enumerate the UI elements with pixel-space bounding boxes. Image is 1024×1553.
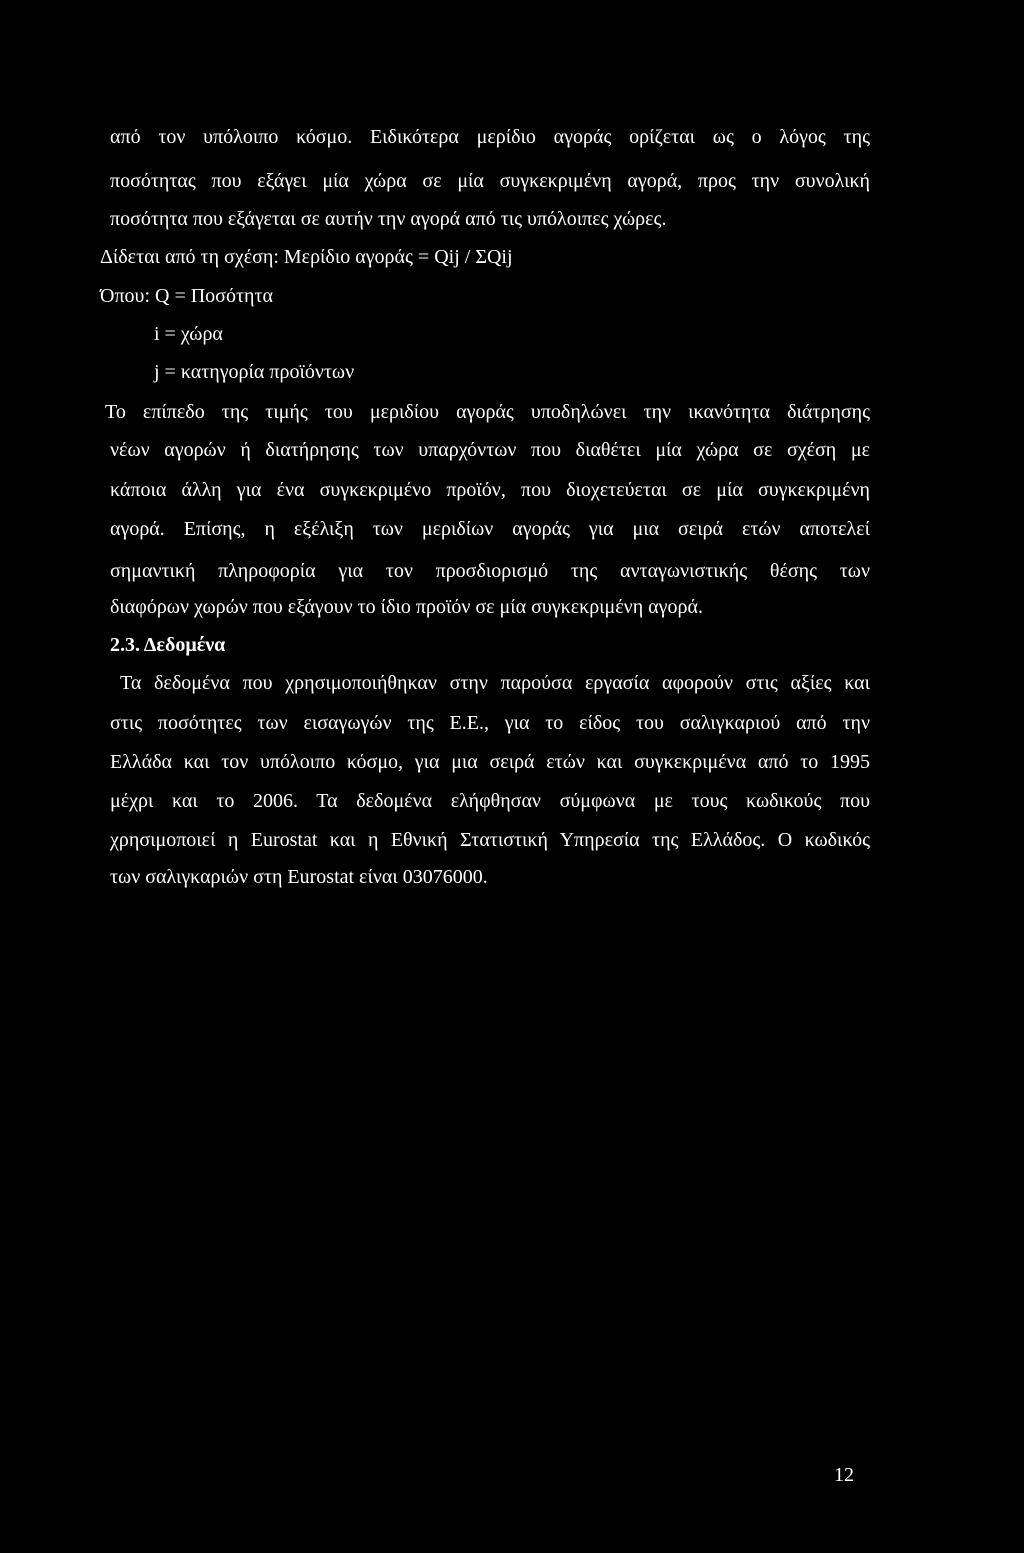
paragraph-line: των σαλιγκαριών στη Eurostat είναι 03076000. [110, 866, 488, 888]
paragraph-line: Ελλάδα και τον υπόλοιπο κόσμο, για μια σειρά ετών και συγκεκριμένα από το 1995 [110, 751, 870, 773]
formula-where-j: j = κατηγορία προϊόντων [154, 361, 355, 383]
paragraph-line: σημαντική πληροφορία για τον προσδιορισμό της ανταγωνιστικής θέσης των [110, 560, 870, 582]
paragraph-line: αγορά. Επίσης, η εξέλιξη των μεριδίων αγοράς για μια σειρά ετών αποτελεί [110, 518, 870, 540]
paragraph-line: Τα δεδομένα που χρησιμοποιήθηκαν στην παρούσα εργασία αφορούν στις αξίες και [120, 672, 870, 694]
section-heading: 2.3. Δεδομένα [110, 634, 226, 656]
paragraph-line: ποσότητα που εξάγεται σε αυτήν την αγορά από τις υπόλοιπες χώρες. [110, 208, 667, 230]
page-number: 12 [834, 1464, 854, 1486]
paragraph-line: διαφόρων χωρών που εξάγουν το ίδιο προϊόν σε μία συγκεκριμένη αγορά. [110, 596, 703, 618]
formula-where-i: i = χώρα [154, 323, 223, 345]
paragraph-line: ποσότητας που εξάγει μία χώρα σε μία συγκεκριμένη αγορά, προς την συνολική [110, 170, 870, 192]
paragraph-line: Το επίπεδο της τιμής του μεριδίου αγοράς υποδηλώνει την ικανότητα διάτρησης [105, 401, 870, 423]
formula-where-q: Όπου: Q = Ποσότητα [100, 285, 273, 307]
paragraph-line: νέων αγορών ή διατήρησης των υπαρχόντων που διαθέτει μία χώρα σε σχέση με [110, 439, 870, 461]
paragraph-line: από τον υπόλοιπο κόσμο. Ειδικότερα μερίδιο αγοράς ορίζεται ως ο λόγος της [110, 126, 870, 148]
paragraph-line: χρησιμοποιεί η Eurostat και η Εθνική Στατιστική Υπηρεσία της Ελλάδος. Ο κωδικός [110, 829, 870, 851]
paragraph-line: μέχρι και το 2006. Τα δεδομένα ελήφθησαν σύμφωνα με τους κωδικούς που [110, 790, 870, 812]
paragraph-line: κάποια άλλη για ένα συγκεκριμένο προϊόν, που διοχετεύεται σε μία συγκεκριμένη [110, 479, 870, 501]
formula-relation: Δίδεται από τη σχέση: Μερίδιο αγοράς = Qij / ΣQij [100, 246, 513, 268]
paragraph-line: στις ποσότητες των εισαγωγών της Ε.Ε., για το είδος του σαλιγκαριού από την [110, 712, 870, 734]
